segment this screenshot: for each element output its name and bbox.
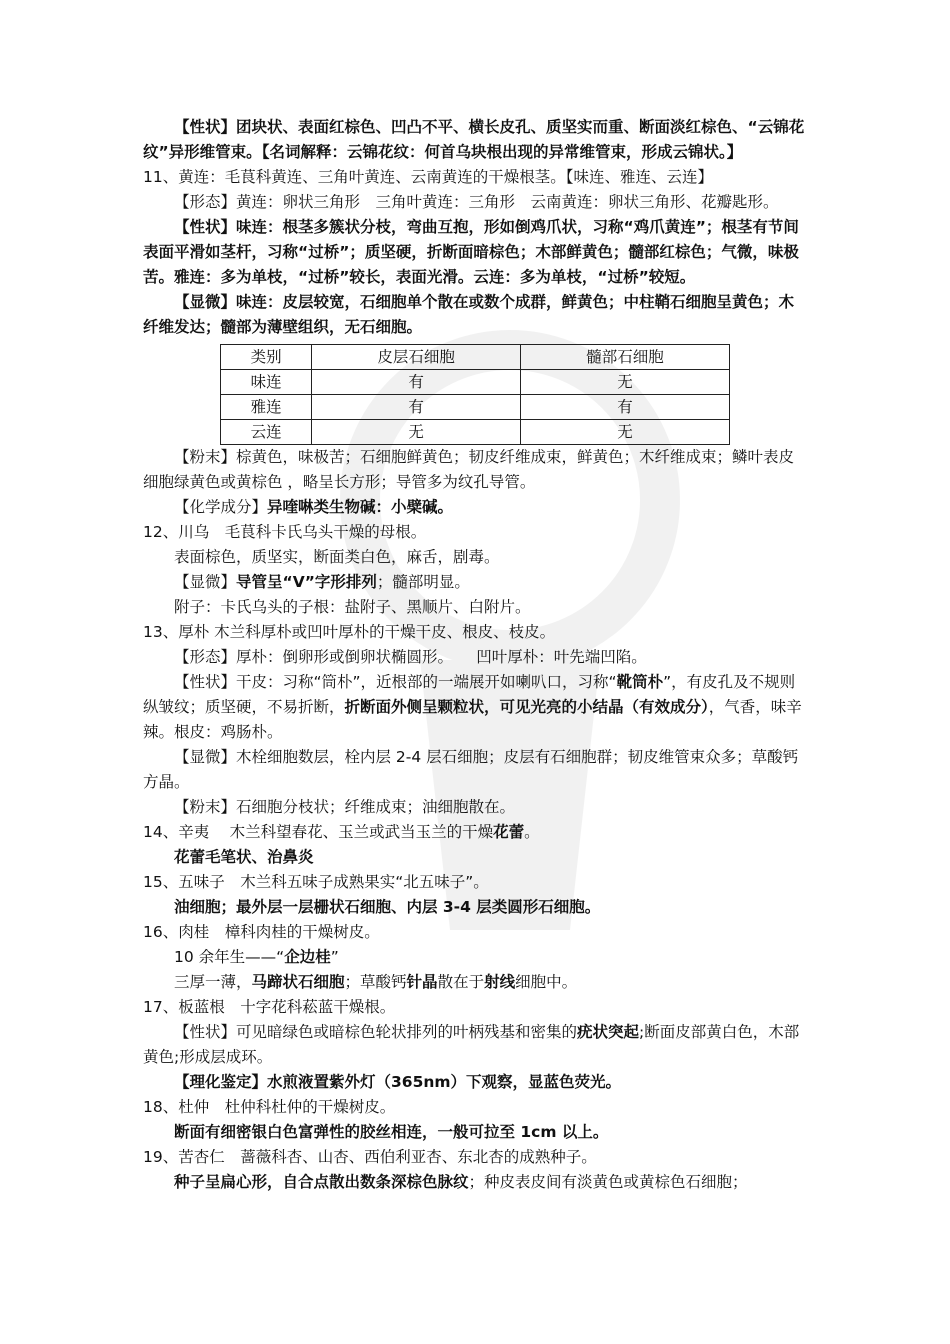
text: ；髓部明显。 bbox=[376, 573, 470, 591]
bold-text: 断面有细密银白色富弹性的胶丝相连，一般可拉至 1cm 以上。 bbox=[174, 1123, 609, 1141]
bold-text: 疣状突起 bbox=[577, 1023, 640, 1041]
text: ;断面皮部黄白色，木部黄色;形成层成环。 bbox=[143, 1023, 800, 1066]
item-19-kuxingren bbox=[143, 1145, 807, 1170]
table-cell: 无 bbox=[521, 420, 730, 445]
paragraph-huanglian-powder bbox=[143, 445, 807, 495]
text: 19、苦杏仁 蔷薇科杏、山杏、西伯利亚杏、东北杏的成熟种子。 bbox=[143, 1148, 597, 1166]
text: 14、辛夷 木兰科望春花、玉兰或武当玉兰的干燥 bbox=[143, 823, 494, 841]
bold-text: 【性状】味连：根茎多簇状分枝，弯曲互抱，形如倒鸡爪状，习称“鸡爪黄连”；根茎有节间表面平滑如茎杆，习称“过桥”；质坚硬，折断面暗棕色；木部鲜黄色；髓部红棕色；气微，味极苦。雅连：多为单枝，“过桥”较长，表面光滑。云连：多为单枝，“过桥”较短。 bbox=[143, 218, 799, 286]
text: 【粉末】棕黄色，味极苦；石细胞鲜黄色；韧皮纤维成束，鲜黄色；木纤维成束；鳞叶表皮细胞绿黄色或黄棕色 ，略呈长方形；导管多为纹孔导管。 bbox=[143, 448, 795, 491]
paragraph-xinyi-note bbox=[143, 845, 807, 870]
bold-text: 【理化鉴定】水煎液置紫外灯（365nm）下观察，显蓝色荧光。 bbox=[174, 1073, 622, 1091]
bold-text: 【性状】团块状、表面红棕色、凹凸不平、横长皮孔、质坚实而重、断面淡红棕色、“云锦花纹”异形维管束。【名词解释：云锦花纹：何首乌块根出现的异常维管束，形成云锦状。】 bbox=[143, 118, 805, 161]
text: 16、肉桂 樟科肉桂的干燥树皮。 bbox=[143, 923, 380, 941]
table-cell: 无 bbox=[521, 370, 730, 395]
table-cell: 雅连 bbox=[221, 395, 312, 420]
item-15-wuweizi bbox=[143, 870, 807, 895]
paragraph-huanglian-chemistry bbox=[143, 495, 807, 520]
table-row bbox=[221, 420, 730, 445]
bold-text: 异喹啉类生物碱：小檗碱。 bbox=[267, 498, 454, 516]
paragraph-houpo-microscopy bbox=[143, 745, 807, 795]
text: 【显微】 bbox=[174, 573, 237, 591]
paragraph-huanglian-microscopy bbox=[143, 290, 807, 340]
item-13-houpo bbox=[143, 620, 807, 645]
item-18-duzhong bbox=[143, 1095, 807, 1120]
bold-text: 【显微】味连：皮层较宽，石细胞单个散在或数个成群，鲜黄色；中柱鞘石细胞呈黄色；木纤维发达；髓部为薄壁组织，无石细胞。 bbox=[143, 293, 795, 336]
table-header-row bbox=[221, 345, 730, 370]
paragraph-wuweizi-note bbox=[143, 895, 807, 920]
text: 17、板蓝根 十字花科菘蓝干燥根。 bbox=[143, 998, 396, 1016]
paragraph-he-shou-wu-properties bbox=[143, 115, 807, 165]
paragraph-banlangen-properties bbox=[143, 1020, 807, 1070]
text: 三厚一薄， bbox=[174, 973, 252, 991]
text: ，气香，味辛辣。根皮：鸡肠朴。 bbox=[143, 698, 802, 741]
bold-text: 针晶 bbox=[406, 973, 438, 991]
bold-text: 企边桂 bbox=[284, 948, 331, 966]
text: 表面棕色，质坚实，断面类白色，麻舌，剧毒。 bbox=[174, 548, 500, 566]
bold-text: 花蕾 bbox=[493, 823, 525, 841]
paragraph-houpo-morphology bbox=[143, 645, 807, 670]
paragraph-chuanwu-properties bbox=[143, 545, 807, 570]
stone-cell-comparison-table bbox=[220, 344, 730, 445]
table-cell: 味连 bbox=[221, 370, 312, 395]
paragraph-rougui-microscopy bbox=[143, 970, 807, 995]
table-row bbox=[221, 370, 730, 395]
bold-text: 靴筒朴 bbox=[616, 673, 664, 691]
paragraph-houpo-powder bbox=[143, 795, 807, 820]
paragraph-huanglian-properties bbox=[143, 215, 807, 290]
text: 10 余年生——“ bbox=[174, 948, 285, 966]
table-header-cell: 皮层石细胞 bbox=[312, 345, 521, 370]
paragraph-duzhong-note bbox=[143, 1120, 807, 1145]
text: ” bbox=[330, 948, 339, 966]
bold-text: 射线 bbox=[484, 973, 516, 991]
text: 15、五味子 木兰科五味子成熟果实“北五味子”。 bbox=[143, 873, 489, 891]
paragraph-chuanwu-microscopy bbox=[143, 570, 807, 595]
text: ；草酸钙 bbox=[344, 973, 407, 991]
text: 【化学成分】 bbox=[174, 498, 268, 516]
bold-text: 花蕾毛笔状、治鼻炎 bbox=[174, 848, 314, 866]
item-11-huanglian bbox=[143, 165, 807, 190]
item-16-rougui bbox=[143, 920, 807, 945]
item-14-xinyi bbox=[143, 820, 807, 845]
item-12-chuanwu bbox=[143, 520, 807, 545]
paragraph-houpo-properties bbox=[143, 670, 807, 745]
text: ”，有皮孔及不规则纵皱纹；质坚硬，不易折断， bbox=[143, 673, 796, 716]
text: 18、杜仲 杜仲科杜仲的干燥树皮。 bbox=[143, 1098, 396, 1116]
text: 。 bbox=[524, 823, 540, 841]
paragraph-banlangen-identification bbox=[143, 1070, 807, 1095]
bold-text: 种子呈扁心形，自合点散出数条深棕色脉纹 bbox=[174, 1173, 469, 1191]
item-17-banlangen bbox=[143, 995, 807, 1020]
bold-text: 导管呈“V”字形排列 bbox=[236, 573, 377, 591]
text: 【性状】可见暗绿色或暗棕色轮状排列的叶柄残基和密集的 bbox=[174, 1023, 578, 1041]
table-cell: 云连 bbox=[221, 420, 312, 445]
text: 【形态】厚朴：倒卵形或倒卵状椭圆形。 凹叶厚朴：叶先端凹陷。 bbox=[174, 648, 647, 666]
text: 【性状】干皮：习称“筒朴”，近根部的一端展开如喇叭口，习称“ bbox=[174, 673, 617, 691]
text: 散在于 bbox=[437, 973, 485, 991]
text: ；种皮表皮间有淡黄色或黄棕色石细胞； bbox=[468, 1173, 748, 1191]
document-body bbox=[143, 115, 807, 1195]
text: 附子：卡氏乌头的子根：盐附子、黑顺片、白附片。 bbox=[174, 598, 531, 616]
paragraph-fuzi bbox=[143, 595, 807, 620]
text: 细胞中。 bbox=[515, 973, 578, 991]
text: 12、川乌 毛茛科卡氏乌头干燥的母根。 bbox=[143, 523, 427, 541]
paragraph-rougui-age bbox=[143, 945, 807, 970]
table-header-cell: 髓部石细胞 bbox=[521, 345, 730, 370]
paragraph-huanglian-morphology bbox=[143, 190, 807, 215]
paragraph-kuxingren-note bbox=[143, 1170, 807, 1195]
text: 【粉末】石细胞分枝状；纤维成束；油细胞散在。 bbox=[174, 798, 516, 816]
text: 13、厚朴 木兰科厚朴或凹叶厚朴的干燥干皮、根皮、枝皮。 bbox=[143, 623, 556, 641]
table-row bbox=[221, 395, 730, 420]
table-cell: 有 bbox=[521, 395, 730, 420]
table-header-cell: 类别 bbox=[221, 345, 312, 370]
bold-text: 折断面外侧呈颗粒状，可见光亮的小结晶（有效成分） bbox=[344, 698, 709, 716]
text: 【显微】木栓细胞数层，栓内层 2-4 层石细胞；皮层有石细胞群；韧皮维管束众多；草酸钙方晶。 bbox=[143, 748, 799, 791]
bold-text: 马蹄状石细胞 bbox=[251, 973, 345, 991]
table-cell: 无 bbox=[312, 420, 521, 445]
text: 11、黄连：毛茛科黄连、三角叶黄连、云南黄连的干燥根茎。【味连、雅连、云连】 bbox=[143, 168, 713, 186]
table-cell: 有 bbox=[312, 370, 521, 395]
table-cell: 有 bbox=[312, 395, 521, 420]
text: 【形态】黄连：卵状三角形 三角叶黄连：三角形 云南黄连：卵状三角形、花瓣匙形。 bbox=[174, 193, 779, 211]
bold-text: 油细胞；最外层一层栅状石细胞、内层 3-4 层类圆形石细胞。 bbox=[174, 898, 601, 916]
